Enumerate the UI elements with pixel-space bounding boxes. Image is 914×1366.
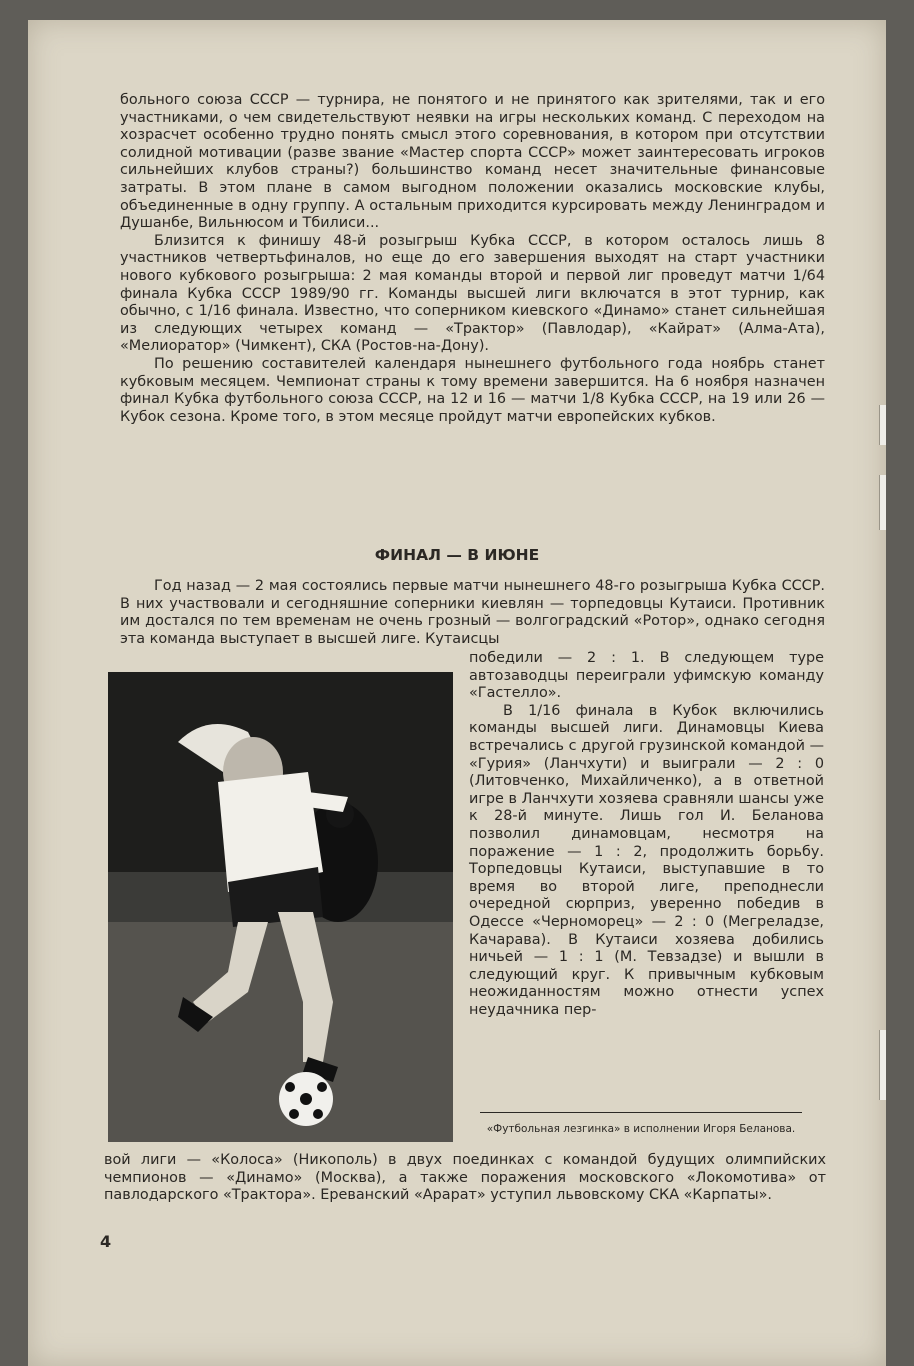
paragraph: победили — 2 : 1. В следующем туре автозаводцы переиграли уфимскую команду «Гастелло». bbox=[469, 650, 824, 702]
binding-staple bbox=[879, 475, 886, 530]
text-block-right-column bbox=[469, 650, 824, 1019]
document-page bbox=[28, 20, 886, 1366]
photo-illustration bbox=[108, 672, 453, 1142]
page-number: 4 bbox=[100, 1232, 112, 1251]
paragraph: Близится к финишу 48-й розыгрыш Кубка СССР, в котором осталось лишь 8 участников четвертьфиналов, но еще до его завершения выходят на старт участники нового кубкового розыгрыша: 2 мая команды второй и первой лиг проведут матчи 1/64 финала Кубка СССР 1989/90 гг. Команды высшей лиги включатся в этот турнир, как обычно, с 1/16 финала. Известно, что соперником киевского «Динамо» станет сильнейшая из следующих четырех команд — «Трактор» (Павлодар), «Кайрат» (Алма-Ата), «Мелиоратор» (Чимкент), СКА (Ростов-на-Дону). bbox=[120, 232, 825, 355]
text-block-bottom bbox=[104, 1152, 826, 1205]
paragraph: вой лиги — «Колоса» (Никополь) в двух поединках с командой будущих олимпийских чемпионов — «Динамо» (Москва), а также поражения московского «Локомотива» от павлодарского «Трактора». Ереванский «Арарат» уступил львовскому СКА «Карпаты». bbox=[104, 1152, 826, 1204]
text-block-top bbox=[120, 92, 825, 426]
binding-staple bbox=[879, 1030, 886, 1100]
text-block-section-intro bbox=[120, 578, 825, 648]
paragraph: В 1/16 финала в Кубок включились команды высшей лиги. Динамовцы Киева встречались с другой грузинской командой — «Гурия» (Ланчхути) и выиграли — 2 : 0 (Литовченко, Михайличенко), а в ответной игре в Ланчхути хозяева сравняли шансы уже к 28-й минуте. Лишь гол И. Беланова позволил динамовцам, несмотря на поражение — 1 : 2, продолжить борьбу. Торпедовцы Кутаиси, выступавшие в то время во второй лиге, преподнесли очередной сюрприз, уверенно победив в Одессе «Черноморец» — 2 : 0 (Мегреладзе, Качарава). В Кутаиси хозяева добились ничьей — 1 : 1 (М. Тевзадзе) и вышли в следующий круг. К привычным кубковым неожиданностям можно отнести успех неудачника пер- bbox=[469, 702, 824, 1018]
binding-staple bbox=[879, 405, 886, 445]
paragraph: По решению составителей календаря нынешнего футбольного года ноябрь станет кубковым месяцем. Чемпионат страны к тому времени завершится. На 6 ноября назначен финал Кубка футбольного союза СССР, на 12 и 16 — матчи 1/8 Кубка СССР, на 19 или 26 — Кубок сезона. Кроме того, в этом месяце пройдут матчи европейских кубков. bbox=[120, 355, 825, 425]
football-player-photo bbox=[108, 672, 453, 1142]
photo-caption: «Футбольная лезгинка» в исполнении Игоря Беланова. bbox=[486, 1123, 796, 1135]
paragraph: больного союза СССР — турнира, не понятого и не принятого как зрителями, так и его участниками, о чем свидетельствуют неявки на игры нескольких команд. С переходом на хозрасчет особенно трудно понять смысл этого соревнования, в котором при отсутствии солидной мотивации (разве звание «Мастер спорта СССР» может заинтересовать игроков сильнейших клубов страны?) большинство команд несет значительные финансовые затраты. В этом плане в самом выгодном положении оказались московские клубы, объединенные в одну группу. А остальным приходится курсировать между Ленинградом и Душанбе, Вильнюсом и Тбилиси... bbox=[120, 92, 825, 232]
caption-divider bbox=[480, 1112, 802, 1113]
paragraph: Год назад — 2 мая состоялись первые матчи нынешнего 48-го розыгрыша Кубка СССР. В них участвовали и сегодняшние соперники киевлян — торпедовцы Кутаиси. Противник им достался по тем временам не очень грозный — волгоградский «Ротор», однако сегодня эта команда выступает в высшей лиге. Кутаисцы bbox=[120, 578, 825, 647]
section-heading: ФИНАЛ — В ИЮНЕ bbox=[374, 546, 540, 564]
